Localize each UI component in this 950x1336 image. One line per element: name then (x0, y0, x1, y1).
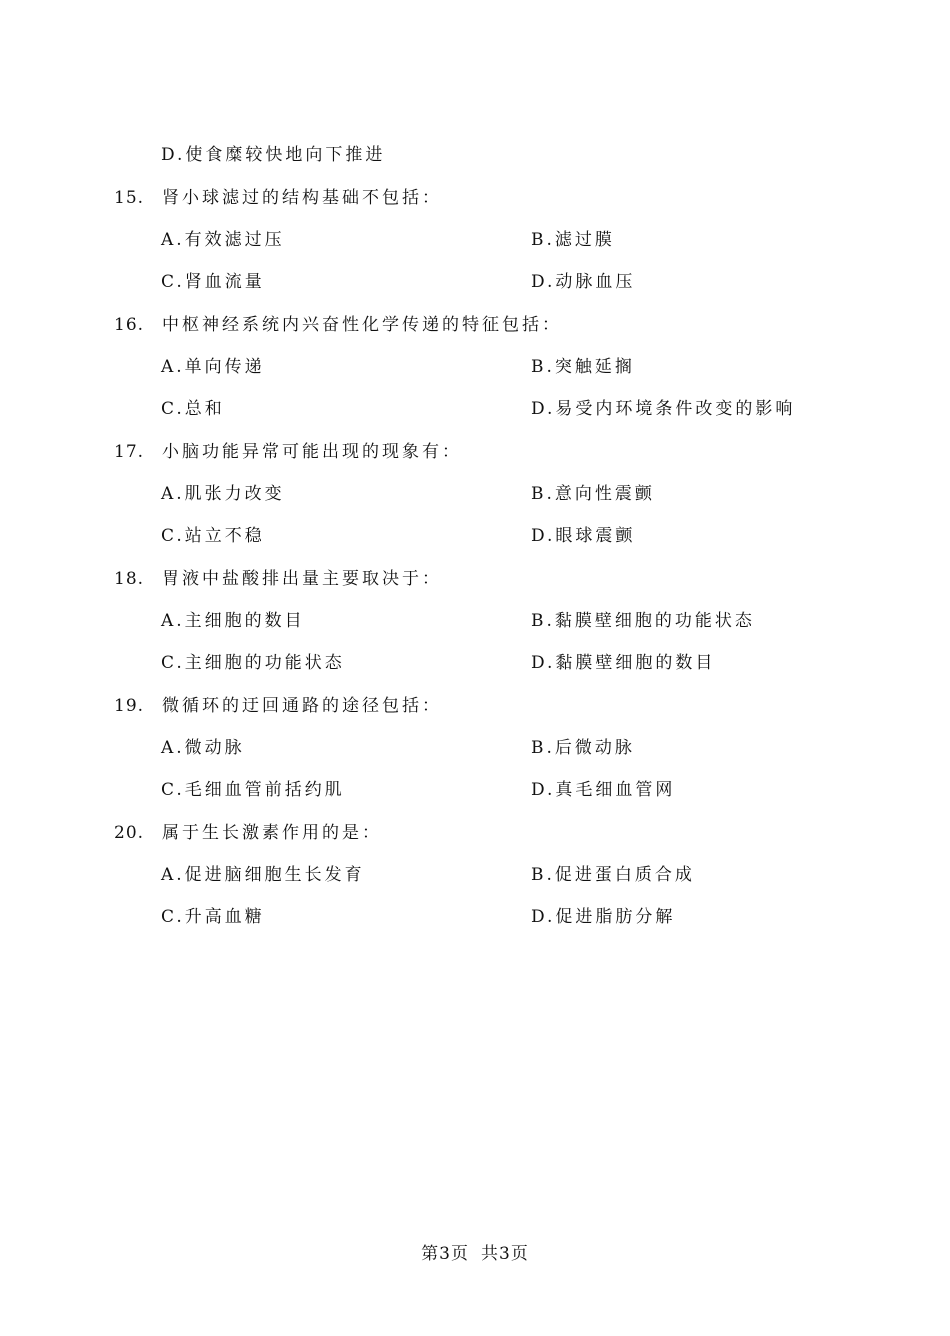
question-number: 20. (114, 823, 145, 843)
option-b: B.滤过膜 (531, 230, 615, 250)
question-stem: 微循环的迂回通路的途径包括： (162, 696, 442, 716)
option-c: C.主细胞的功能状态 (161, 653, 345, 673)
option-a: A.有效滤过压 (161, 230, 285, 250)
option-d: D.眼球震颤 (531, 526, 636, 546)
question-number: 18. (114, 569, 145, 589)
option-a: A.微动脉 (161, 738, 245, 758)
option-a: A.促进脑细胞生长发育 (161, 865, 365, 885)
question-stem: 小脑功能异常可能出现的现象有： (162, 442, 462, 462)
option-c: C.站立不稳 (161, 526, 265, 546)
option-d: D.黏膜壁细胞的数目 (531, 653, 716, 673)
question-number: 15. (114, 188, 145, 208)
question-number: 19. (114, 696, 145, 716)
question-stem: 肾小球滤过的结构基础不包括： (162, 188, 442, 208)
option-b: B.促进蛋白质合成 (531, 865, 695, 885)
option-b: B.黏膜壁细胞的功能状态 (531, 611, 755, 631)
option-c: C.毛细血管前括约肌 (161, 780, 345, 800)
option-a: A.主细胞的数目 (161, 611, 305, 631)
question-stem: 中枢神经系统内兴奋性化学传递的特征包括： (162, 315, 562, 335)
option-d: D.动脉血压 (531, 272, 636, 292)
option-c: C.总和 (161, 399, 225, 419)
option-a: A.单向传递 (161, 357, 265, 377)
option-b: B.突触延搁 (531, 357, 635, 377)
option-d: D.促进脂肪分解 (531, 907, 676, 927)
option-d-text: D.使食糜较快地向下推进 (161, 145, 386, 165)
option-d: D.易受内环境条件改变的影响 (531, 399, 796, 419)
question-number: 17. (114, 442, 145, 462)
option-b: B.意向性震颤 (531, 484, 655, 504)
page-number: 第3页 (421, 1244, 469, 1264)
option-d: D.真毛细血管网 (531, 780, 676, 800)
option-a: A.肌张力改变 (161, 484, 285, 504)
question-stem: 属于生长激素作用的是： (162, 823, 382, 843)
option-c: C.升高血糖 (161, 907, 265, 927)
option-c: C.肾血流量 (161, 272, 265, 292)
question-number: 16. (114, 315, 145, 335)
page-total: 共3页 (481, 1244, 529, 1264)
question-stem: 胃液中盐酸排出量主要取决于： (162, 569, 442, 589)
page-footer (0, 1241, 950, 1267)
option-b: B.后微动脉 (531, 738, 635, 758)
